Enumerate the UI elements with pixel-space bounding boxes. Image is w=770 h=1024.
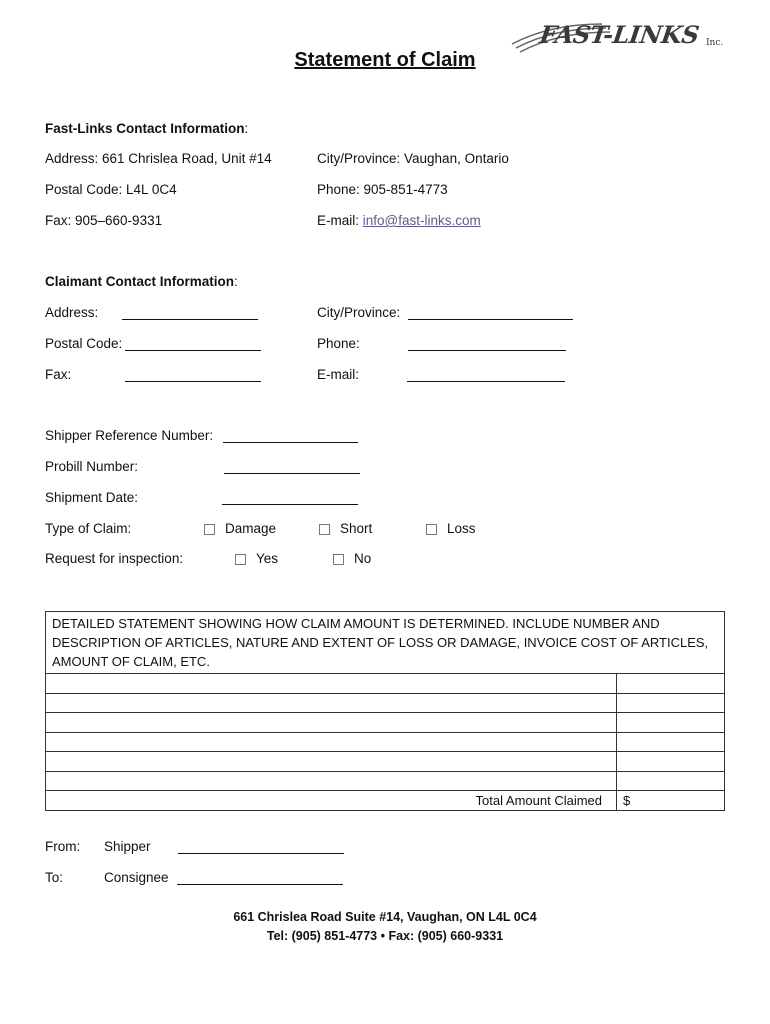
shipper-ref-field[interactable] [223, 428, 358, 443]
inspection-yes-label: Yes [256, 551, 279, 566]
damage-checkbox[interactable] [204, 524, 215, 535]
description-cell[interactable] [46, 752, 617, 772]
inspection-no-checkbox[interactable] [333, 554, 344, 565]
description-cell[interactable] [46, 713, 617, 733]
amount-cell[interactable] [617, 752, 725, 772]
claimant-fax-label: Fax: [45, 367, 72, 382]
fastlinks-city: City/Province: Vaughan, Ontario [317, 151, 509, 166]
from-label: From: [45, 839, 81, 854]
to-field[interactable] [177, 870, 343, 885]
total-label: Total Amount Claimed [46, 791, 617, 811]
table-header-text: DETAILED STATEMENT SHOWING HOW CLAIM AMOUNT IS DETERMINED. INCLUDE NUMBER AND DESCRIPTION OF ARTICLES, NATURE AND EXTENT OF LOSS OR DAMAGE, INVOICE COST OF ARTICLES, AMOUNT OF CLAIM, ETC. [46, 612, 725, 674]
description-cell[interactable] [46, 732, 617, 752]
footer-address: 661 Chrislea Road Suite #14, Vaughan, ON L4L 0C4 [233, 910, 537, 924]
claim-type-label: Type of Claim: [45, 521, 132, 536]
amount-cell[interactable] [617, 732, 725, 752]
shipment-date-label: Shipment Date: [45, 490, 139, 505]
claimant-address-label: Address: [45, 305, 99, 320]
fastlinks-address: Address: 661 Chrislea Road, Unit #14 [45, 151, 272, 166]
description-cell[interactable] [46, 674, 617, 694]
amount-cell[interactable] [617, 674, 725, 694]
amount-cell[interactable] [617, 771, 725, 791]
footer-contact: Tel: (905) 851-4773 • Fax: (905) 660-9331 [266, 929, 504, 943]
short-option-label: Short [340, 521, 373, 536]
loss-checkbox[interactable] [426, 524, 437, 535]
claimant-city-label: City/Province: [317, 305, 401, 320]
fastlinks-email: E-mail: info@fast-links.com [317, 213, 481, 228]
page-title: Statement of Claim [294, 49, 476, 71]
from-field[interactable] [178, 839, 344, 854]
inspection-label: Request for inspection: [45, 551, 184, 566]
claimant-phone-field[interactable] [408, 336, 566, 351]
description-cell[interactable] [46, 693, 617, 713]
table-row[interactable] [46, 693, 725, 713]
damage-option-label: Damage [225, 521, 277, 536]
total-row [46, 791, 725, 811]
loss-option-label: Loss [447, 521, 476, 536]
amount-cell[interactable] [617, 693, 725, 713]
claimant-heading: Claimant Contact Information: [45, 274, 238, 289]
table-header-row [46, 612, 725, 674]
fastlinks-postal: Postal Code: L4L 0C4 [45, 182, 177, 197]
fastlinks-fax: Fax: 905–660-9331 [45, 213, 163, 228]
total-amount-cell[interactable]: $ [617, 791, 725, 811]
fastlinks-phone: Phone: 905-851-4773 [317, 182, 448, 197]
claim-detail-table [45, 611, 725, 811]
probill-field[interactable] [224, 459, 360, 474]
claimant-email-field[interactable] [407, 367, 565, 382]
table-row[interactable] [46, 713, 725, 733]
table-row[interactable] [46, 771, 725, 791]
to-value: Consignee [104, 870, 169, 885]
logo-suffix: Inc. [706, 38, 724, 48]
claimant-fax-field[interactable] [125, 367, 261, 382]
table-row[interactable] [46, 732, 725, 752]
fastlinks-heading: Fast-Links Contact Information: [45, 121, 249, 136]
description-cell[interactable] [46, 771, 617, 791]
shipper-ref-label: Shipper Reference Number: [45, 428, 214, 443]
short-checkbox[interactable] [319, 524, 330, 535]
claimant-city-field[interactable] [408, 305, 573, 320]
shipment-date-field[interactable] [222, 490, 358, 505]
from-value: Shipper [104, 839, 151, 854]
claimant-postal-label: Postal Code: [45, 336, 123, 351]
logo-name: FAST-LINKS [537, 20, 701, 49]
to-label: To: [45, 870, 64, 885]
table-row[interactable] [46, 752, 725, 772]
amount-cell[interactable] [617, 713, 725, 733]
probill-label: Probill Number: [45, 459, 139, 474]
table-row[interactable] [46, 674, 725, 694]
claimant-address-field[interactable] [122, 305, 258, 320]
claimant-phone-label: Phone: [317, 336, 360, 351]
claimant-postal-field[interactable] [125, 336, 261, 351]
inspection-yes-checkbox[interactable] [235, 554, 246, 565]
claimant-email-label: E-mail: [317, 367, 360, 382]
email-link[interactable]: info@fast-links.com [362, 213, 481, 228]
inspection-no-label: No [354, 551, 372, 566]
